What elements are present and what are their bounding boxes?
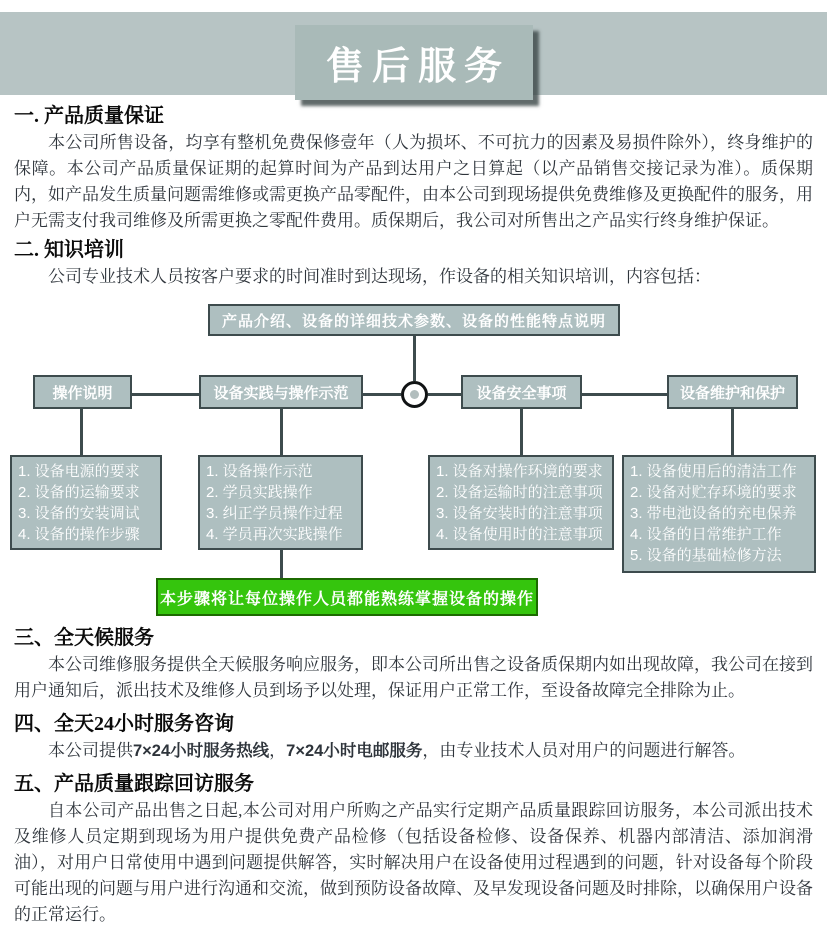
flow-conclusion-box: 本步骤将让每位操作人员都能熟练掌握设备的操作 — [156, 578, 538, 616]
flow-box-practice-demo: 设备实践与操作示范 — [199, 375, 363, 409]
section-2-heading: 二. 知识培训 — [14, 239, 124, 261]
flow-list-item: 4. 设备使用时的注意事项 — [436, 526, 603, 543]
connector-h3 — [428, 393, 461, 396]
connector-top-vertical — [413, 336, 416, 381]
connector-v-conclusion — [280, 550, 283, 578]
flow-box-operation-instructions: 操作说明 — [33, 375, 132, 409]
section-2-intro: 公司专业技术人员按客户要求的时间准时到达现场，作设备的相关知识培训，内容包括： — [48, 267, 711, 286]
flow-list-practice — [198, 455, 363, 550]
section-1-heading: 一. 产品质量保证 — [14, 105, 164, 127]
flow-list-item: 1. 设备操作示范 — [206, 463, 313, 480]
flow-list-item: 3. 纠正学员操作过程 — [206, 505, 343, 522]
flow-list-item: 2. 设备对贮存环境的要求 — [630, 484, 797, 501]
section-3-paragraph: 本公司维修服务提供全天候服务响应服务，即本公司所出售之设备质保期内如出现故障，我公司在接到用户通知后，派出技术及维修人员到场予以处理，保证用户正常工作，至设备故障完全排除为止。 — [14, 655, 813, 700]
flow-list-item: 3. 带电池设备的充电保养 — [630, 505, 797, 522]
section-3-heading: 三、全天候服务 — [14, 627, 154, 649]
section-5-heading: 五、产品质量跟踪回访服务 — [14, 773, 254, 795]
flow-list-item: 5. 设备的基础检修方法 — [630, 547, 782, 564]
training-flowchart — [0, 292, 827, 618]
connector-v-branch2 — [280, 409, 283, 455]
flow-list-item: 4. 设备的日常维护工作 — [630, 526, 782, 543]
section-4-paragraph — [14, 738, 813, 764]
flow-list-operation — [10, 455, 162, 550]
connector-h1 — [132, 393, 199, 396]
flow-box-safety-matters: 设备安全事项 — [461, 375, 582, 409]
flow-list-item: 2. 学员实践操作 — [206, 484, 313, 501]
flow-list-maintenance — [622, 455, 816, 573]
flow-junction-node — [401, 381, 428, 408]
s4-hotline-bold: 7×24小时服务热线 — [133, 742, 270, 760]
flow-list-item: 4. 学员再次实践操作 — [206, 526, 343, 543]
connector-v-branch3 — [520, 409, 523, 455]
flow-list-item: 1. 设备对操作环境的要求 — [436, 463, 603, 480]
flow-list-item: 3. 设备的安装调试 — [18, 505, 140, 522]
flow-list-item: 4. 设备的操作步骤 — [18, 526, 140, 543]
junction-dot-icon — [410, 390, 419, 399]
flow-list-item: 2. 设备的运输要求 — [18, 484, 140, 501]
header — [0, 0, 827, 100]
flow-list-item: 2. 设备运输时的注意事项 — [436, 484, 603, 501]
connector-v-branch1 — [80, 409, 83, 455]
s4-email-bold: 7×24小时电邮服务 — [286, 742, 423, 760]
flow-list-item: 3. 设备安装时的注意事项 — [436, 505, 603, 522]
flow-box-maintenance-protection: 设备维护和保护 — [667, 375, 798, 409]
flow-list-safety — [428, 455, 614, 550]
flow-list-item: 1. 设备使用后的清洁工作 — [630, 463, 797, 480]
page-title: 售后服务 — [295, 25, 533, 100]
section-1-paragraph: 本公司所售设备，均享有整机免费保修壹年（人为损坏、不可抗力的因素及易损件除外），终身维护的保障。本公司产品质量保证期的起算时间为产品到达用户之日算起（以产品销售交接记录为准）。质保期内，如产品发生质量问题需维修或需更换产品零配件，由本公司到现场提供免费维修及更换配件的服务，用户无需支付我司维修及所需更换之零配件费用。质保期后，我公司对所售出之产品实行终身维护保证。 — [14, 133, 813, 230]
s4-separator: ， — [269, 741, 287, 760]
flow-list-item: 1. 设备电源的要求 — [18, 463, 140, 480]
s4-text: 本公司提供 — [48, 741, 133, 760]
section-5-paragraph: 自本公司产品出售之日起,本公司对用户所购之产品实行定期产品质量跟踪回访服务，本公司派出技术及维修人员定期到现场为用户提供免费产品检修（包括设备检修、设备保养、机器内部清洁、添加润滑油），对用户日常使用中遇到问题提供解答，实时解决用户在设备使用过程遇到的问题，针对设备每个阶段可能出现的问题与用户进行沟通和交流，做到预防设备故障、及早发现设备问题及时排除，以确保用户设备的正常运行。 — [14, 801, 813, 924]
connector-h2 — [363, 393, 401, 396]
connector-v-branch4 — [731, 409, 734, 455]
s4-text-suffix: ，由专业技术人员对用户的问题进行解答。 — [422, 741, 746, 760]
flow-box-overview: 产品介绍、设备的详细技术参数、设备的性能特点说明 — [208, 304, 620, 336]
section-4-heading: 四、全天24小时服务咨询 — [14, 713, 234, 735]
connector-h4 — [582, 393, 668, 396]
